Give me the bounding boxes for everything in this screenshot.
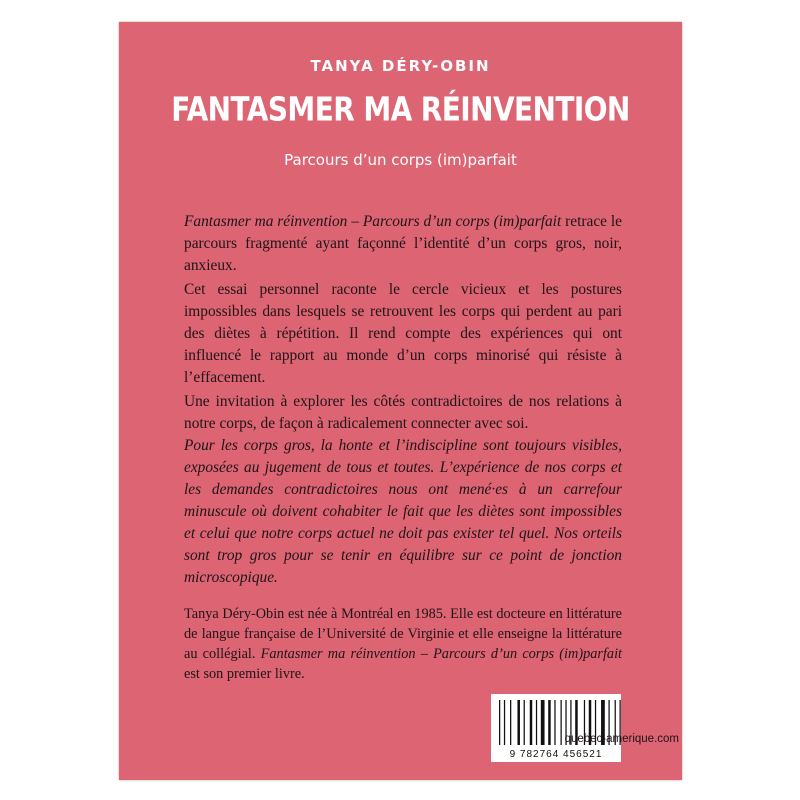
- author-bio-text: Tanya Déry-Obin est née à Montréal en 1985. Elle est docteure en littérature de langue française de l’Université de Virginie et elle enseigne la littérature au collégial.: [184, 606, 622, 662]
- author-bio-book-title: Fantasmer ma réinvention – Parcours d’un corps (im)parfait: [260, 646, 623, 662]
- author-bio-ending: est son premier livre.: [184, 666, 305, 682]
- blurb-title-reference: Fantasmer ma réinvention – Parcours d’un corps (im)parfait: [184, 213, 562, 230]
- author-name: TANYA DÉRY-OBIN: [310, 57, 491, 75]
- barcode-digits: 9 782764 456521: [509, 749, 603, 760]
- publisher-website: quebec-amerique.com: [564, 733, 679, 745]
- isbn-barcode: [491, 694, 621, 762]
- blurb-excerpt: Pour les corps gros, la honte et l’indiscipline sont toujours visibles, exposées au jugement de tous et toutes. L’expérience de nos corps et les demandes contradictoires nous ont mené·es à un carrefour minuscule où doivent cohabiter le fait que les diètes sont impossibles et celui que notre corps actuel ne doit pas exister tel quel. Nos orteils sont trop gros pour se tenir en équilibre sur ce point de jonction microscopique.: [184, 437, 622, 586]
- author-bio: [184, 604, 622, 684]
- book-back-cover: [119, 22, 682, 780]
- book-title: FANTASMER MA RÉINVENTION: [171, 90, 630, 129]
- book-subtitle: Parcours d’un corps (im)parfait: [284, 151, 517, 169]
- blurb-paragraph-3: Une invitation à explorer les côtés contradictoires de nos relations à notre corps, de façon à radicalement connecter avec soi.: [184, 393, 622, 432]
- barcode-graphic: [491, 694, 621, 762]
- blurb-paragraph-1: [184, 211, 622, 277]
- blurb-paragraph-1-text: retrace le parcours fragmenté ayant façonné l’identité d’un corps gros, noir, anxieux.: [184, 213, 622, 274]
- blurb-paragraph-2: Cet essai personnel raconte le cercle vicieux et les postures impossibles dans lesquels se retrouvent les corps qui perdent au pari des diètes à répétition. Il rend compte des expériences qui ont influencé le rapport au monde d’un corps minorisé qui résiste à l’effacement.: [184, 281, 622, 386]
